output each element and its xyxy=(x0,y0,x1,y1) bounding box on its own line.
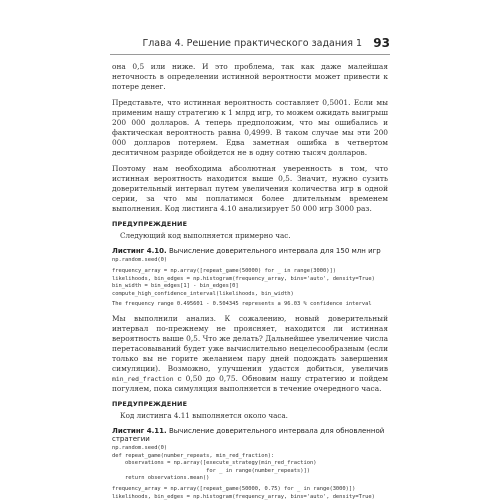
paragraph-4-part-b: с 0,50 до 0,75. Обновим нашу стратегию и пойдем погуляем, пока симуляция выполняется в течение очередного часа. xyxy=(112,374,388,394)
listing-4-11-caption: Вычисление доверительного интервала для обновленной стратегии xyxy=(112,427,385,444)
listing-4-10-title xyxy=(112,247,388,255)
listing-4-10-caption: Вычисление доверительного интервала для 150 млн игр xyxy=(168,247,381,255)
listing-4-10-label: Листинг 4.10. xyxy=(112,247,167,255)
chapter-title: Глава 4. Решение практического задания 1 xyxy=(142,38,362,49)
paragraph-4-part-a: Мы выполнили анализ. К сожалению, новый доверительный интервал по-прежнему не проясняет, находится ли истинная вероятность выше 0,5. Что же делать? Дальнейшее увеличение числа перетасовываний будет уже вычислительно нецелесообразным (если только вы не горите желанием пару дней подождать завершения симуляции). Возможно, улучшения удастся добиться, увеличив xyxy=(112,314,388,374)
warning-text-2: Код листинга 4.11 выполняется около часа. xyxy=(120,411,288,421)
listing-4-10-output: The frequency range 0.495601 - 0.504345 represents a 96.03 % confidence interval xyxy=(112,301,372,308)
warning-text-1: Следующий код выполняется примерно час. xyxy=(120,231,291,240)
warning-heading-2: ПРЕДУПРЕЖДЕНИЕ xyxy=(112,400,188,409)
paragraph-2: Представьте, что истинная вероятность составляет 0,5001. Если мы применим нашу стратегию к 1 млрд игр, то можем ожидать выигрыш 200 000 долларов. А теперь предположим, что мы ошибались и фактическая вероятность равна 0,4999. В таком случае мы эти 200 000 долларов потеряем. Едва заметная ошибка в четвертом десятичном разряде обойдется не в одну сотню тысяч долларов. xyxy=(112,98,388,157)
listing-4-11-code-def: np.random.seed(0) def repeat_game(number_repeats, min_red_fraction): observations = np.array([execute_strategy(min_red_fraction) for _ in range(number_repeats)]) return observations.mean() xyxy=(112,445,317,482)
paragraph-1: она 0,5 или ниже. И это проблема, так как даже малейшая неточность в определении истинной вероятности может привести к потере денег. xyxy=(112,62,388,91)
listing-4-11-title xyxy=(112,427,388,443)
page-number: 93 xyxy=(373,36,390,50)
warning-heading-1: ПРЕДУПРЕЖДЕНИЕ xyxy=(112,220,188,228)
page-content xyxy=(112,62,388,501)
inline-code-min-red-fraction: min_red_fraction xyxy=(112,375,174,384)
paragraph-4 xyxy=(112,314,388,394)
listing-4-10-code-seed: np.random.seed(0) xyxy=(112,257,168,263)
paragraph-3: Поэтому нам необходима абсолютная уверенность в том, что истинная вероятность находится выше 0,5. Значит, нужно сузить доверительный интервал путем увеличения количества игр в одной серии, за что мы поплатимся более длительным временем выполнения. Код листинга 4.10 анализирует 50 000 игр 3000 раз. xyxy=(112,164,388,213)
listing-4-10-code-body: frequency_array = np.array([repeat_game(50000) for _ in range(3000)]) likelihoods, bin_edges = np.histogram(frequency_array, bins='auto', density=True) bin_width = bin_edges[1] - bin_edges[0] compute_high_confidence_interval(likelihoods, bin_width) xyxy=(112,268,375,297)
listing-4-11-label: Листинг 4.11. xyxy=(112,427,167,436)
listing-4-11-code-body: frequency_array = np.array([repeat_game(50000, 0.75) for _ in range(3000)]) likelihoods, bin_edges = np.histogram(frequency_array, bins='auto', density=True) xyxy=(112,486,375,500)
page-header xyxy=(110,38,390,55)
